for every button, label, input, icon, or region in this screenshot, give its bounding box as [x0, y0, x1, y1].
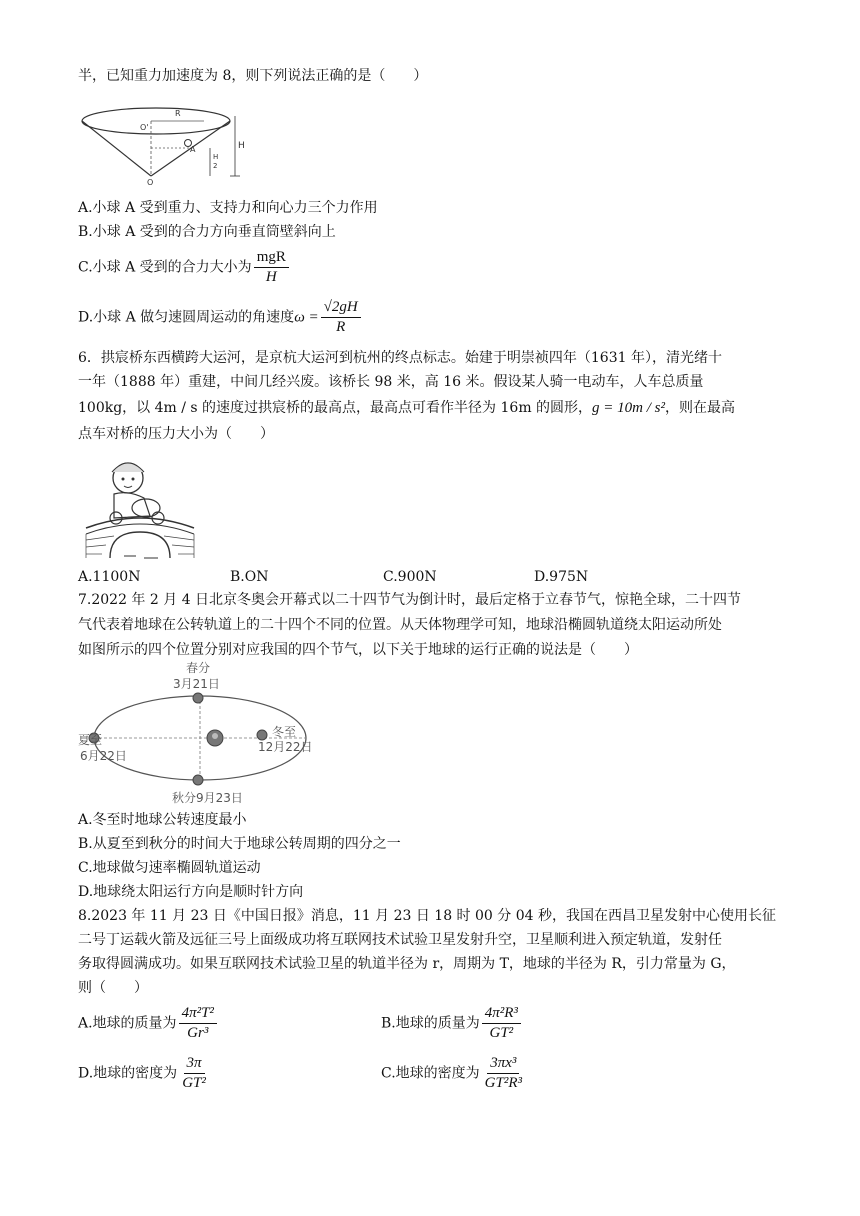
q8-c-num: 3πx³ [487, 1054, 519, 1074]
q8-b-fraction [482, 1004, 521, 1043]
q5-d-num: √2gH [321, 298, 361, 318]
spring-date: 3月21日 [173, 677, 220, 691]
q8-option-d [78, 1054, 209, 1093]
q5-option-b: B.小球 A 受到的合力方向垂直筒壁斜向上 [78, 224, 336, 240]
q6-option-b: B.ON [230, 569, 269, 585]
q8-a-fraction [179, 1004, 217, 1043]
q7-option-d: D.地球绕太阳运行方向是顺时针方向 [78, 884, 304, 900]
q5-c-num: mgR [254, 248, 289, 268]
q8-option-c [381, 1054, 525, 1093]
q8-b-den: GT² [489, 1025, 514, 1041]
summer-date: 6月22日 [80, 749, 127, 763]
label-h-half-num: H [213, 153, 219, 161]
q5-option-d-prefix: D.小球 A 做匀速圆周运动的角速度 [78, 309, 295, 326]
q5-option-d [78, 298, 361, 337]
q7-line2: 气代表着地球在公转轨道上的二十四个不同的位置。从天体物理学可知，地球沿椭圆轨道绕太阳运动所处 [78, 617, 722, 633]
q7-option-a: A.冬至时地球公转速度最小 [78, 812, 247, 828]
q5-option-a: A.小球 A 受到重力、支持力和向心力三个力作用 [78, 200, 378, 216]
q8-a-prefix: A.地球的质量为 [78, 1015, 177, 1032]
label-a: A [190, 145, 196, 154]
q6-option-c: C.900N [383, 569, 437, 585]
label-r: R [175, 109, 181, 118]
autumn-label: 秋分9月23日 [172, 791, 243, 805]
q6-line3-a: 100kg，以 4m / s 的速度过拱宸桥的最高点，最高点可看作半径为 16m 的圆形， [78, 400, 593, 416]
q5-omega: ω = [294, 309, 319, 326]
q8-line4: 则（ ） [78, 980, 148, 996]
spring-label: 春分 [186, 661, 211, 675]
q8-c-fraction [482, 1054, 525, 1093]
q7-line1: 7.2022 年 2 月 4 日北京冬奥会开幕式以二十四节气为倒计时，最后定格于立春节气，惊艳全球，二十四节 [78, 592, 742, 608]
q7-option-c: C.地球做匀速率椭圆轨道运动 [78, 860, 261, 876]
label-h: H [238, 141, 245, 151]
q8-option-b [381, 1004, 521, 1043]
q8-c-prefix: C.地球的密度为 [381, 1065, 480, 1082]
q6-line3-c: ，则在最高 [665, 400, 736, 416]
q7-line3: 如图所示的四个位置分别对应我国的四个节气，以下关于地球的运行正确的说法是（ ） [78, 642, 638, 658]
q8-d-fraction [179, 1054, 209, 1093]
q8-line1: 8.2023 年 11 月 23 日《中国日报》消息，11 月 23 日 18 时 00 分 04 秒，我国在西昌卫星发射中心使用长征 [78, 908, 776, 924]
q5-d-den: R [336, 319, 346, 335]
q8-c-den: GT²R³ [484, 1075, 523, 1091]
q8-line3: 务取得圆满成功。如果互联网技术试验卫星的轨道半径为 r，周期为 T，地球的半径为 R，引力常量为 G， [78, 956, 736, 972]
q8-b-num: 4π²R³ [482, 1004, 521, 1024]
q5-option-c-fraction [254, 248, 289, 287]
bridge-rider-figure [84, 450, 196, 562]
q8-d-den: GT² [182, 1075, 206, 1091]
q6-gravity: g = 10m / s² [592, 400, 666, 416]
label-o-prime: O' [140, 123, 149, 132]
q6-line2: 一年（1888 年）重建，中间几经兴废。该桥长 98 米，高 16 米。假设某人骑一电动车，人车总质量 [78, 374, 704, 390]
label-o: O [147, 178, 154, 186]
q8-option-a [78, 1004, 217, 1043]
q8-a-num: 4π²T² [179, 1004, 217, 1024]
q5-option-c-prefix: C.小球 A 受到的合力大小为 [78, 259, 252, 276]
q5-stem-tail: 半，已知重力加速度为 8，则下列说法正确的是（ ） [78, 68, 428, 84]
q8-d-prefix: D.地球的密度为 [78, 1065, 178, 1082]
q5-option-d-fraction [321, 298, 361, 337]
winter-label: 冬至 [272, 725, 297, 739]
label-h-half-den: 2 [213, 162, 218, 170]
q8-line2: 二号丁运载火箭及远征三号上面级成功将互联网技术试验卫星发射升空，卫星顺利进入预定轨道，发射任 [78, 932, 722, 948]
q8-a-den: Gr³ [187, 1025, 209, 1041]
q6-line1: 6．拱宸桥东西横跨大运河，是京杭大运河到杭州的终点标志。始建于明崇祯四年（1631 年），清光绪十 [78, 350, 722, 366]
cone-figure [80, 104, 255, 186]
q7-option-b: B.从夏至到秋分的时间大于地球公转周期的四分之一 [78, 836, 401, 852]
summer-label: 夏至 [78, 733, 103, 747]
q8-d-num: 3π [184, 1054, 205, 1074]
q8-b-prefix: B.地球的质量为 [381, 1015, 480, 1032]
q6-line4: 点车对桥的压力大小为（ ） [78, 426, 274, 442]
q5-option-c [78, 248, 289, 287]
orbit-figure [78, 660, 330, 806]
q6-option-a: A.1100N [78, 569, 141, 585]
q6-option-d: D.975N [534, 569, 589, 585]
winter-date: 12月22日 [258, 740, 313, 754]
q5-c-den: H [265, 269, 277, 285]
q6-line3 [78, 398, 735, 418]
